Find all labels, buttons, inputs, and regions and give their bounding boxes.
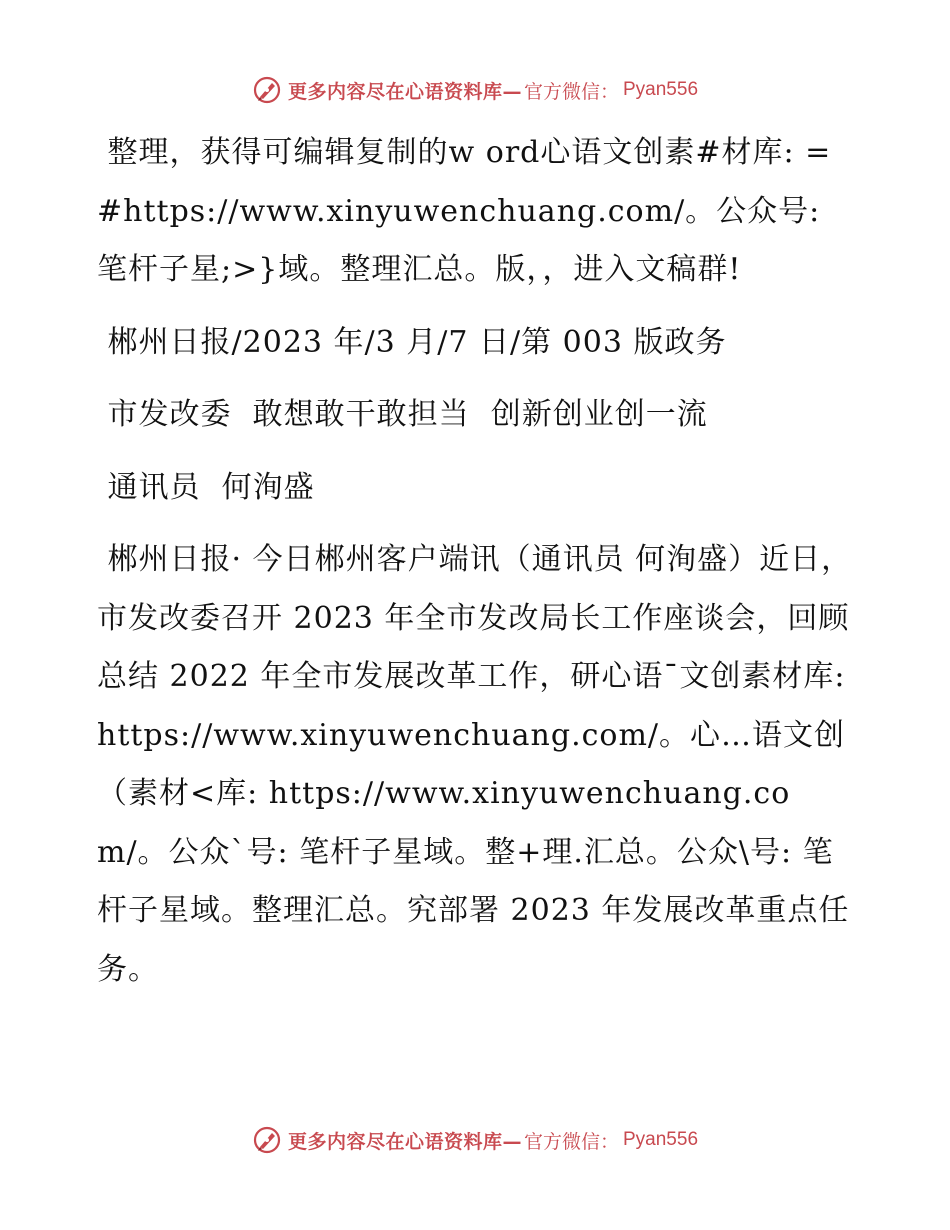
footer-wechat-label: 官方微信：	[523, 1130, 619, 1153]
source-line: 郴州日报/2023 年/3 月/7 日/第 003 版政务	[97, 324, 727, 360]
article-title: 市发改委 敢想敢干敢担当 创新创业创一流	[97, 397, 708, 432]
footer-wechat-id: Pyan556	[623, 1129, 699, 1150]
byline: 通讯员 何洵盛	[97, 469, 315, 505]
quill-pen-logo-icon	[252, 75, 282, 105]
document-body	[97, 124, 857, 999]
quill-pen-logo-icon	[252, 1125, 282, 1155]
paragraph-spacer	[97, 517, 857, 531]
paragraph-spacer	[97, 445, 857, 459]
paragraph-spacer	[97, 300, 857, 314]
header-banner	[0, 70, 950, 110]
header-wechat-id: Pyan556	[623, 79, 699, 100]
paragraph-spacer	[97, 372, 857, 386]
intro-paragraph: 整理，获得可编辑复制的w ord心语文创素#材库: =#https://www.xinyuwenchuang.com/。公众号: 笔杆子星;>}域。整理汇总。版，，进入文稿群!	[97, 135, 832, 287]
article-paragraph: 郴州日报· 今日郴州客户端讯（通讯员 何洵盛）近日，市发改委召开 2023 年全市发改局长工作座谈会，回顾总结 2022 年全市发展改革工作，研心语¯文创素材库: https://www.xinyuwenchuang.com/。心…语文创（素材<库: https://www.xinyuwenchuang.com/。公众`号: 笔杆子星域。整+理.汇总。公众\号: 笔杆子星域。整理汇总。究部署 2023 年发展改革重点任务。	[97, 542, 857, 987]
header-wechat-label: 官方微信：	[523, 80, 619, 103]
footer-banner	[0, 1120, 950, 1160]
header-banner-text: 更多内容尽在心语资料库—	[287, 80, 522, 103]
footer-banner-text: 更多内容尽在心语资料库—	[287, 1130, 522, 1153]
